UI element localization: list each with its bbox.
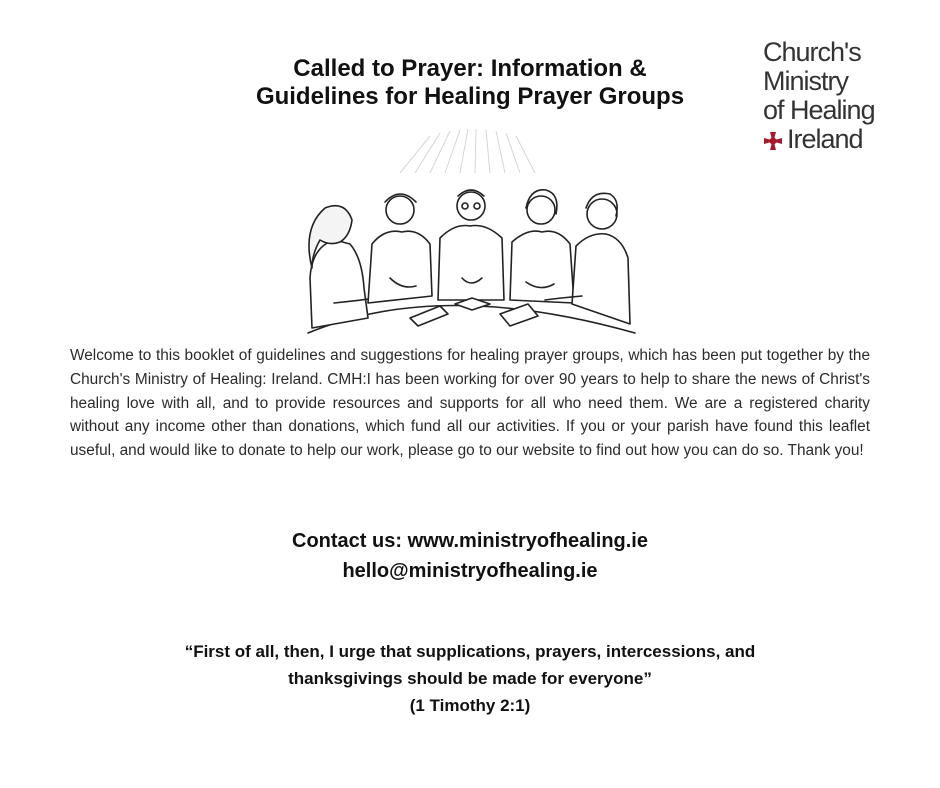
contact-email: hello@ministryofhealing.ie [342, 560, 598, 582]
logo-line-4-row [763, 125, 923, 154]
scripture-quote [90, 638, 850, 719]
cmhi-logo [763, 38, 923, 154]
celtic-cross-icon [763, 131, 783, 151]
contact-website: Contact us: www.ministryofhealing.ie [292, 530, 648, 552]
logo-line-1: Church's [763, 37, 861, 67]
title-line-1: Called to Prayer: Information & [293, 55, 647, 82]
praying-group-illustration [290, 128, 650, 338]
page-title [200, 55, 740, 111]
logo-line-3: of Healing [763, 95, 875, 125]
title-line-2: Guidelines for Healing Prayer Groups [255, 83, 685, 110]
intro-paragraph: Welcome to this booklet of guidelines and suggestions for healing prayer groups, which has been put together by the Church's Ministry of Healing: Ireland. CMH:I has been working for over 90 years to help to share the news of Christ's healing love with all, and to provide resources and supports for all who need them. We are a registered charity without any income other than donations, which fund all our activities. If you or your parish have found this leaflet useful, and would like to donate to help our work, please go to our website to find out how you can do so. Thank you! [70, 347, 870, 460]
quote-reference: (1 Timothy 2:1) [409, 696, 531, 715]
quote-line-2: thanksgivings should be made for everyone” [288, 669, 652, 688]
logo-line-4: Ireland [787, 124, 863, 154]
logo-line-2: Ministry [763, 66, 848, 96]
quote-line-1: “First of all, then, I urge that supplications, prayers, intercessions, and [184, 642, 756, 661]
contact-block [170, 526, 770, 586]
